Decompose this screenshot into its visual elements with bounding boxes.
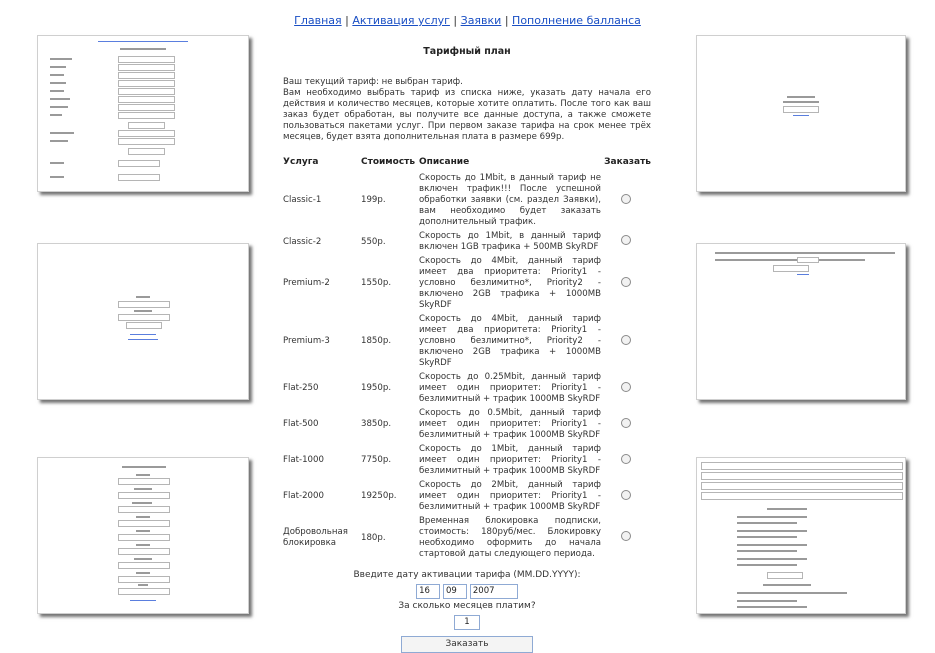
nav-separator: | [504,14,509,27]
tariff-radio[interactable] [621,418,631,428]
screenshot-thumbnail-balance[interactable] [696,35,906,192]
order-button[interactable]: Заказать [401,636,533,653]
nav-separator: | [453,14,458,27]
service-price: 7750р. [361,455,392,465]
service-price: 550р. [361,236,386,247]
page-title: Тарифный план [423,46,511,57]
service-description: Скорость до 4Mbit, данный тариф имеет два приоритета: Priority1 - условно безлимитно*, Priority2 - включено 2GB трафика + 1000MB SkyRDF [419,256,601,310]
service-price: 1950р. [361,383,392,393]
intro-text [283,77,651,143]
activation-form [283,570,651,653]
screenshot-thumbnail-admin[interactable] [696,457,906,614]
screenshot-thumbnail-registration[interactable] [37,35,249,192]
tariff-plan-panel [283,38,651,653]
tariff-table [283,157,651,562]
service-name: Flat-500 [283,419,319,429]
tariff-radio[interactable] [621,531,631,541]
service-price: 1850р. [361,336,392,346]
column-header-description: Описание [419,157,470,167]
service-name: Flat-2000 [283,491,324,501]
service-description: Скорость до 0.25Mbit, данный тариф имеет один приоритет: Priority1 - безлимитный + трафик 1000MB SkyRDF [419,372,601,404]
date-day-input[interactable]: 16 [416,584,440,599]
service-name: Premium-2 [283,278,330,288]
column-header-order: Заказать [604,157,651,167]
current-tariff-text: Ваш текущий тариф: не выбран тариф. [283,77,463,87]
table-row [283,230,651,255]
service-description: Временная блокировка подписки, стоимость: 180руб/мес. Блокировку необходимо оформить до начала стартовой даты следующего периода. [419,516,601,559]
service-name: Classic-2 [283,236,322,247]
service-description: Скорость до 4Mbit, данный тариф имеет два приоритета: Priority1 - условно безлимитно*, Priority2 - включено 2GB трафика + 1000MB SkyRDF [419,314,601,368]
column-header-price: Стоимость [361,157,416,167]
table-row [283,255,651,313]
tariff-radio[interactable] [621,382,631,392]
screenshot-thumbnail-login[interactable] [37,243,249,400]
service-name: Добровольная блокировка [283,527,348,548]
table-row [283,479,651,515]
tariff-radio[interactable] [621,335,631,345]
service-price: 1550р. [361,278,392,288]
date-month-input[interactable]: 09 [443,584,467,599]
service-price: 180р. [361,532,386,543]
nav-link-requests[interactable]: Заявки [460,14,502,27]
service-name: Premium-3 [283,336,330,346]
table-row [283,515,651,562]
tariff-radio[interactable] [621,454,631,464]
date-year-input[interactable]: 2007 [470,584,518,599]
tariff-radio[interactable] [621,490,631,500]
service-name: Classic-1 [283,195,322,205]
nav-link-balance[interactable]: Пополнение балланса [512,14,641,27]
service-price: 3850р. [361,419,392,429]
table-row [283,313,651,371]
table-row [283,407,651,443]
nav-separator: | [345,14,349,27]
screenshot-thumbnail-user-table[interactable] [696,243,906,400]
date-label: Введите дату активации тарифа (MM.DD.YYYY): [353,570,581,580]
service-description: Скорость до 1Mbit, данный тариф имеет один приоритет: Priority1 - безлимитный + трафик 1000MB SkyRDF [419,444,601,476]
service-name: Flat-250 [283,383,319,393]
nav-link-activation[interactable]: Активация услуг [352,14,450,27]
table-header-row [283,157,651,172]
tariff-radio[interactable] [621,235,631,245]
service-price: 199р. [361,195,386,205]
service-name: Flat-1000 [283,455,324,465]
service-description: Скорость до 1Mbit, в данный тариф не включен трафик!!! После успешной обработки заявки (см. раздел Заявки), вам необходимо будет заказать дополнительный трафик. [419,173,601,227]
tariff-radio[interactable] [621,277,631,287]
table-row [283,443,651,479]
column-header-service: Услуга [283,157,319,167]
service-description: Скорость до 2Mbit, данный тариф имеет один приоритет: Priority1 - безлимитный + трафик 1000MB SkyRDF [419,480,601,512]
screenshot-thumbnail-form[interactable] [37,457,249,614]
months-input[interactable]: 1 [454,615,480,630]
table-row [283,371,651,407]
service-description: Скорость до 0.5Mbit, данный тариф имеет один приоритет: Priority1 - безлимитный + трафик 1000MB SkyRDF [419,408,601,440]
service-price: 19250р. [361,491,397,501]
nav-link-home[interactable]: Главная [294,14,342,27]
months-label: За сколько месяцев платим? [398,601,536,611]
service-description: Скорость до 1Mbit, в данный тариф включен 1GB трафика + 500MB SkyRDF [419,231,601,252]
instructions-text: Вам необходимо выбрать тариф из списка ниже, указать дату начала его действия и количество месяцев, которые хотите оплатить. После того как ваш заказ будет обработан, вы получите все данные доступа, а также сможете пользоваться пакетами услуг. При первом заказе тарифа на срок менее трёх месяцев, будет взята дополнительная плата в размере 699р. [283,88,651,142]
table-row [283,172,651,230]
top-navigation [0,14,935,27]
tariff-radio[interactable] [621,194,631,204]
